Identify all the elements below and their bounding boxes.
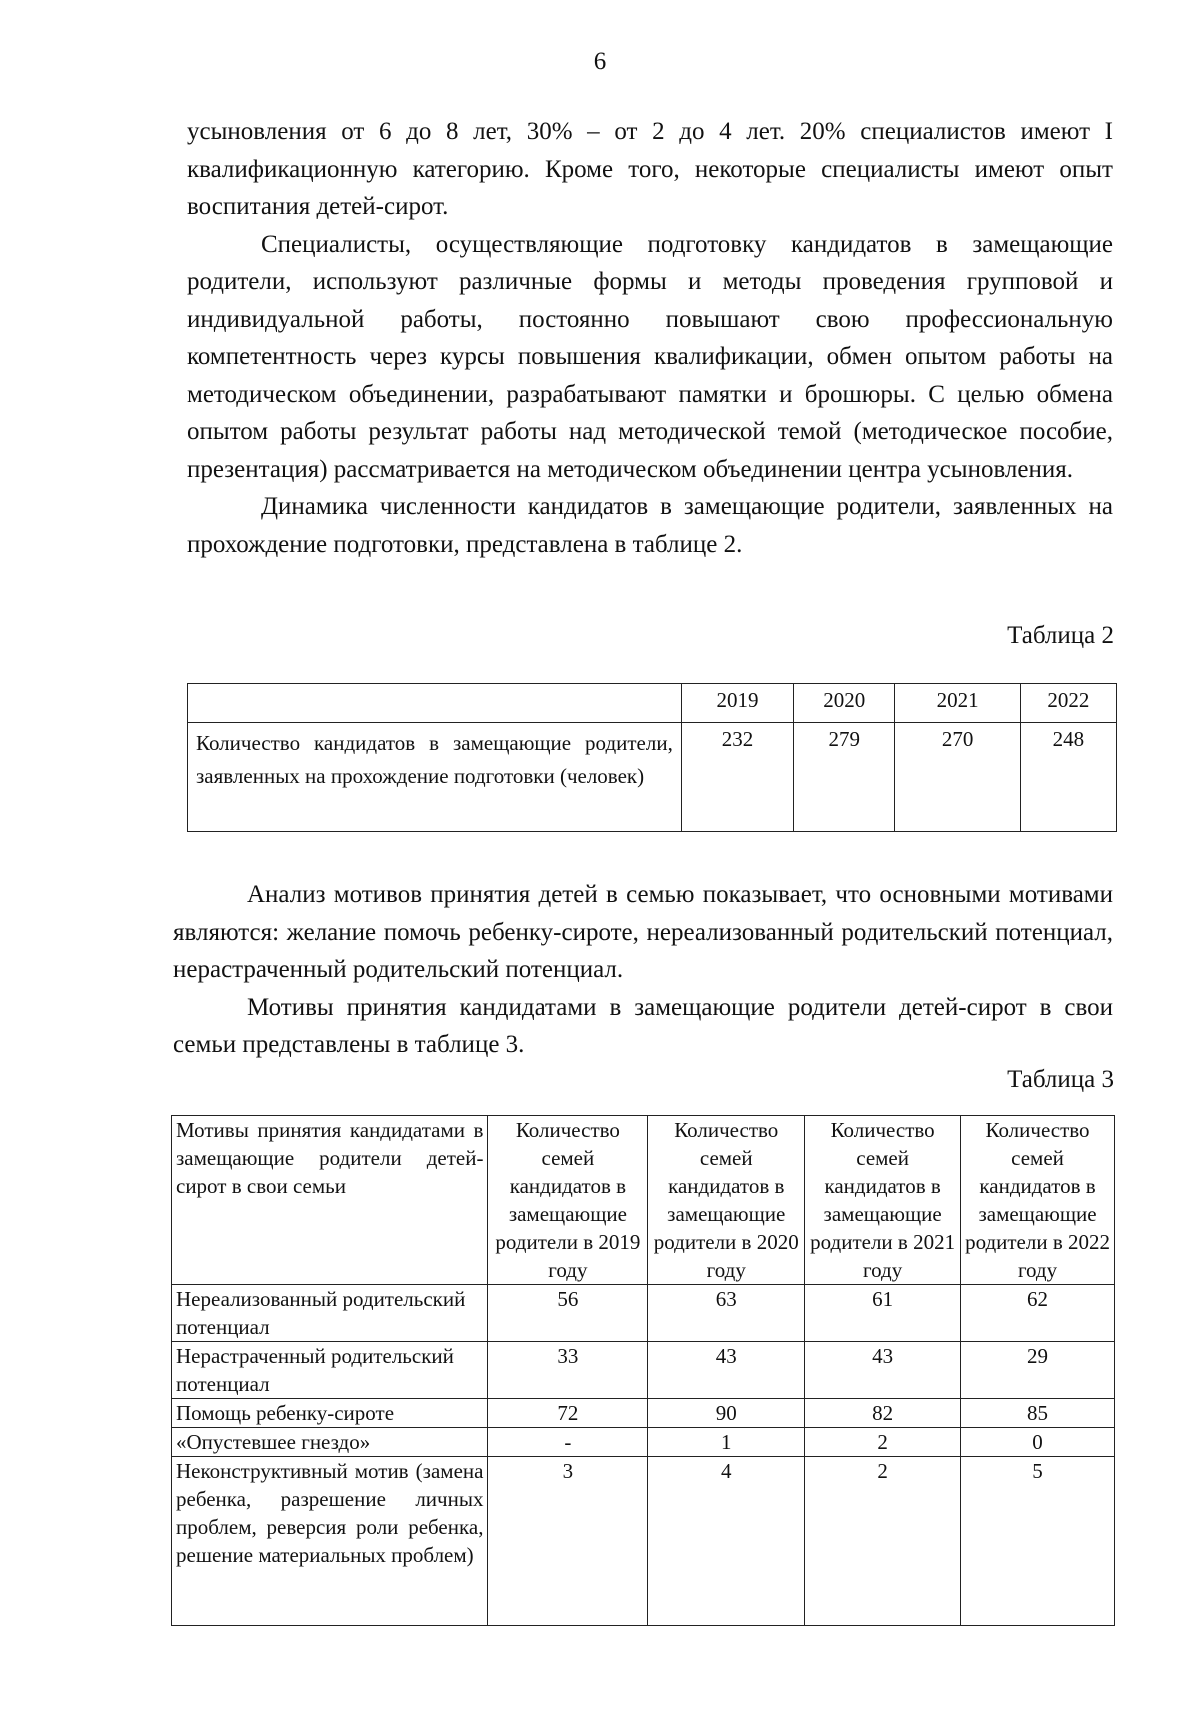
table-3-cell: -	[488, 1428, 648, 1457]
table-3-header-2019: Количество семей кандидатов в замещающие родители в 2019 году	[488, 1116, 648, 1285]
table-row	[172, 1399, 1115, 1428]
table-2-value-2021: 270	[895, 723, 1020, 832]
table-3-cell: 63	[648, 1285, 805, 1342]
table-row	[172, 1457, 1115, 1626]
table-3-cell: 0	[961, 1428, 1115, 1457]
table-2-value-2019: 232	[681, 723, 793, 832]
table-3-cell: 43	[805, 1342, 961, 1399]
table-2-header-row	[188, 684, 1117, 723]
table-3-row-label: «Опустевшее гнездо»	[172, 1428, 488, 1457]
paragraph-2: Специалисты, осуществляющие подготовку кандидатов в замещающие родители, используют различные формы и методы проведения групповой и индивидуальной работы, постоянно повышают свою профессиональную компетентность через курсы повышения квалификации, обмен опытом работы на методическом объединении, разрабатывают памятки и брошюры. С целью обмена опытом работы результат работы над методической темой (методическое пособие, презентация) рассматривается на методическом объединении центра усыновления.	[187, 230, 1113, 483]
table-row	[172, 1342, 1115, 1399]
paragraph-4: Анализ мотивов принятия детей в семью показывает, что основными мотивами являются: желание помочь ребенку-сироте, нереализованный родительский потенциал, нерастраченный родительский потенциал.	[173, 881, 1113, 983]
table-3-cell: 90	[648, 1399, 805, 1428]
table-3-cell: 85	[961, 1399, 1115, 1428]
table-3-cell: 5	[961, 1457, 1115, 1626]
table-3-cell: 43	[648, 1342, 805, 1399]
table-2-year-2019: 2019	[681, 684, 793, 723]
table-row	[172, 1428, 1115, 1457]
table-3-cell: 72	[488, 1399, 648, 1428]
table-3-header-motives: Мотивы принятия кандидатами в замещающие родители детей-сирот в свои семьи	[172, 1116, 488, 1285]
table-3-header-row	[172, 1116, 1115, 1285]
table-2-year-2020: 2020	[794, 684, 895, 723]
paragraph-5: Мотивы принятия кандидатами в замещающие родители детей-сирот в свои семьи представлены в таблице 3.	[173, 993, 1113, 1058]
table-3-row-label: Нереализованный родительский потенциал	[172, 1285, 488, 1342]
body-text-upper	[187, 113, 1113, 563]
table-3-caption: Таблица 3	[1007, 1066, 1114, 1093]
table-3-row-label: Нерастраченный родительский потенциал	[172, 1342, 488, 1399]
table-3-cell: 56	[488, 1285, 648, 1342]
table-3-cell: 33	[488, 1342, 648, 1399]
table-3-header-2022: Количество семей кандидатов в замещающие родители в 2022 году	[961, 1116, 1115, 1285]
table-3-cell: 4	[648, 1457, 805, 1626]
table-3-cell: 61	[805, 1285, 961, 1342]
table-3-row-label: Помощь ребенку-сироте	[172, 1399, 488, 1428]
table-3-cell: 3	[488, 1457, 648, 1626]
page-number: 6	[593, 48, 607, 75]
table-3-cell: 62	[961, 1285, 1115, 1342]
table-2-empty-header-cell	[188, 684, 682, 723]
table-2-data-row	[188, 723, 1117, 832]
table-2-row-label: Количество кандидатов в замещающие родители, заявленных на прохождение подготовки (человек)	[188, 723, 682, 832]
table-2-year-2021: 2021	[895, 684, 1020, 723]
table-3-row-label: Неконструктивный мотив (замена ребенка, разрешение личных проблем, реверсия роли ребенка, решение материальных проблем)	[172, 1457, 488, 1626]
paragraph-1: усыновления от 6 до 8 лет, 30% – от 2 до 4 лет. 20% специалистов имеют I квалификационную категорию. Кроме того, некоторые специалисты имеют опыт воспитания детей-сирот.	[187, 118, 1113, 220]
table-2	[187, 683, 1117, 832]
table-3-cell: 29	[961, 1342, 1115, 1399]
table-3-cell: 82	[805, 1399, 961, 1428]
table-3-header-2020: Количество семей кандидатов в замещающие родители в 2020 году	[648, 1116, 805, 1285]
table-2-value-2022: 248	[1020, 723, 1116, 832]
table-2-year-2022: 2022	[1020, 684, 1116, 723]
table-3-header-2021: Количество семей кандидатов в замещающие родители в 2021 году	[805, 1116, 961, 1285]
table-3-cell: 2	[805, 1457, 961, 1626]
table-2-value-2020: 279	[794, 723, 895, 832]
table-3	[171, 1115, 1115, 1626]
table-row	[172, 1285, 1115, 1342]
paragraph-3: Динамика численности кандидатов в замещающие родители, заявленных на прохождение подготовки, представлена в таблице 2.	[187, 493, 1113, 558]
table-3-cell: 2	[805, 1428, 961, 1457]
table-3-cell: 1	[648, 1428, 805, 1457]
body-text-lower	[173, 876, 1113, 1064]
table-2-caption: Таблица 2	[1007, 622, 1114, 649]
